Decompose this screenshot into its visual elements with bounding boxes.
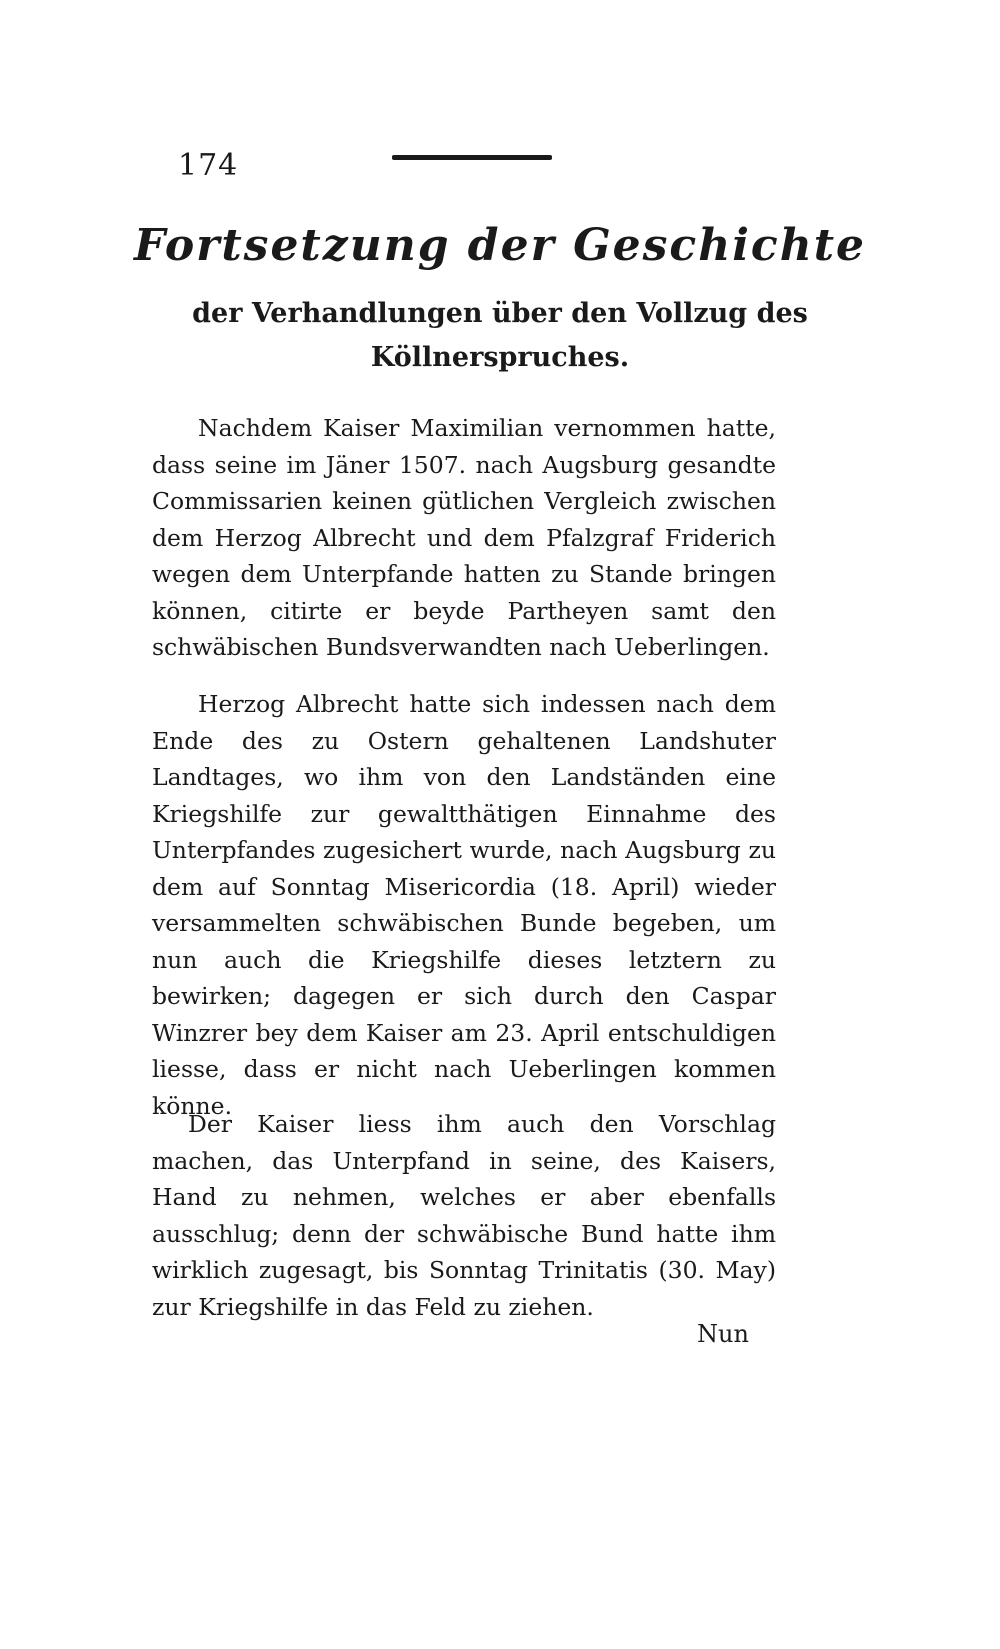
paragraph-3: Der Kaiser liess ihm auch den Vorschlag machen, das Unterpfand in seine, des Kaisers, Hand zu nehmen, welches er aber ebenfalls ausschlug; denn der schwäbische Bund hatte ihm wirklich zugesagt, bis Sonntag Trinitatis (30. May) zur Kriegshilfe in das Feld zu ziehen. — [152, 1110, 776, 1321]
paragraph-2: Herzog Albrecht hatte sich indessen nach dem Ende des zu Ostern gehaltenen Landshuter Landtages, wo ihm von den Landständen eine Kriegshilfe zur gewaltthätigen Einnahme des Unterpfandes zugesichert wurde, nach Augsburg zu dem auf Sonntag Misericordia (18. April) wieder versammelten schwäbischen Bunde begeben, um nun auch die Kriegshilfe dieses letztern zu bewirken; dagegen er sich durch den Caspar Winzrer bey dem Kaiser am 23. April entschuldigen liesse, dass er nicht nach Ueberlingen kommen könne. — [152, 690, 776, 1120]
catchword: Nun — [697, 1320, 749, 1348]
chapter-subtitle: der Verhandlungen über den Vollzug des Köllnerspruches. — [192, 298, 808, 373]
header-rule — [392, 155, 552, 160]
paragraph-1: Nachdem Kaiser Maximilian vernommen hatte, dass seine im Jäner 1507. nach Augsburg gesandte Commissarien keinen gütlichen Vergleich zwischen dem Herzog Albrecht und dem Pfalzgraf Friderich wegen dem Unterpfande hatten zu Stande bringen können, citirte er beyde Partheyen samt den schwäbischen Bundsverwandten nach Ueberlingen. — [152, 414, 776, 661]
chapter-title: Fortsetzung der Geschichte — [133, 220, 867, 271]
page-number: 174 — [178, 148, 239, 183]
